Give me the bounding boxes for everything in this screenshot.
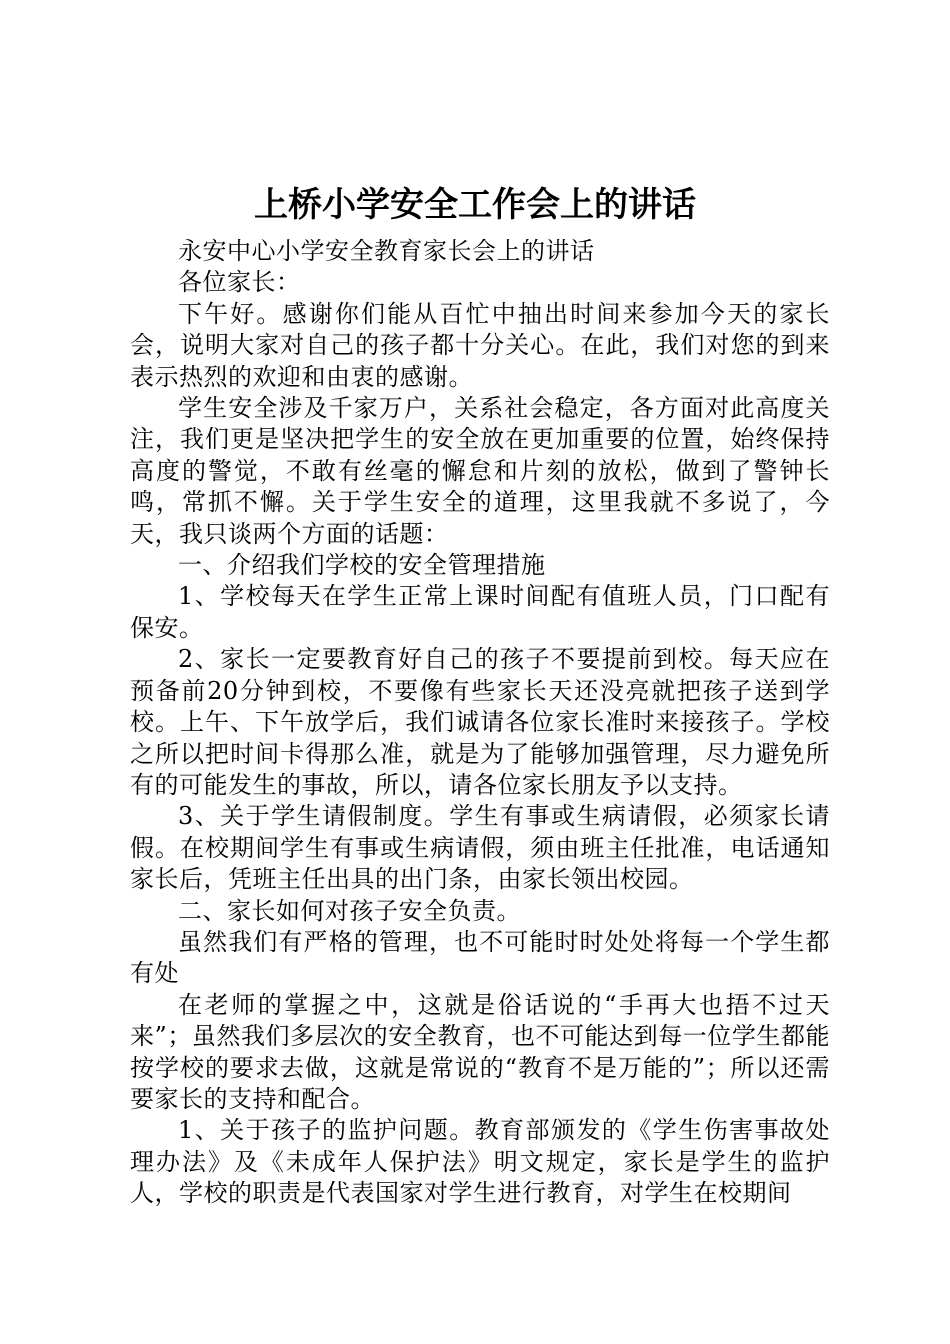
section-heading: 一、介绍我们学校的安全管理措施 [178,551,546,580]
body-paragraph: 下午好。感谢你们能从百忙中抽出时间来参加今天的家长会，说明大家对自己的孩子都十分关心。在此，我们对您的到来表示热烈的欢迎和由衷的感谢。 [130,299,830,391]
body-paragraph: 虽然我们有严格的管理，也不可能时时处处将每一个学生都有处 [130,927,830,988]
subtitle-paragraph: 永安中心小学安全教育家长会上的讲话 [178,237,595,265]
list-item-paragraph: 2、家长一定要教育好自己的孩子不要提前到校。每天应在预备前20分钟到校，不要像有些家长天还没亮就把孩子送到学校。上午、下午放学后，我们诚请各位家长准时来接孩子。学校之所以把时间卡得那么准，就是为了能够加强管理，尽力避免所有的可能发生的事故，所以，请各位家长朋友予以支持。 [130,645,830,799]
section-heading: 二、家长如何对孩子安全负责。 [178,896,521,925]
list-item-paragraph: 1、关于孩子的监护问题。教育部颁发的《学生伤害事故处理办法》及《未成年人保护法》明文规定，家长是学生的监护人，学校的职责是代表国家对学生进行教育，对学生在校期间 [130,1116,830,1208]
document-title: 上桥小学安全工作会上的讲话 [254,185,696,225]
salutation-paragraph: 各位家长： [178,268,301,297]
body-paragraph: 学生安全涉及千家万户，关系社会稳定，各方面对此高度关注，我们更是坚决把学生的安全放在更加重要的位置，始终保持高度的警觉，不敢有丝毫的懈怠和片刻的放松，做到了警钟长鸣，常抓不懈。关于学生安全的道理，这里我就不多说了，今天，我只谈两个方面的话题： [130,394,830,548]
document-body [130,236,830,1210]
list-item-paragraph: 1、学校每天在学生正常上课时间配有值班人员，门口配有保安。 [130,582,830,642]
list-item-paragraph: 3、关于学生请假制度。学生有事或生病请假，必须家长请假。在校期间学生有事或生病请假，须由班主任批准，电话通知家长后，凭班主任出具的出门条，由家长领出校园。 [130,802,830,894]
body-paragraph: 在老师的掌握之中，这就是俗话说的“手再大也捂不过天来”；虽然我们多层次的安全教育，也不可能达到每一位学生都能按学校的要求去做，这就是常说的“教育不是万能的”；所以还需要家长的支持和配合。 [130,990,830,1113]
